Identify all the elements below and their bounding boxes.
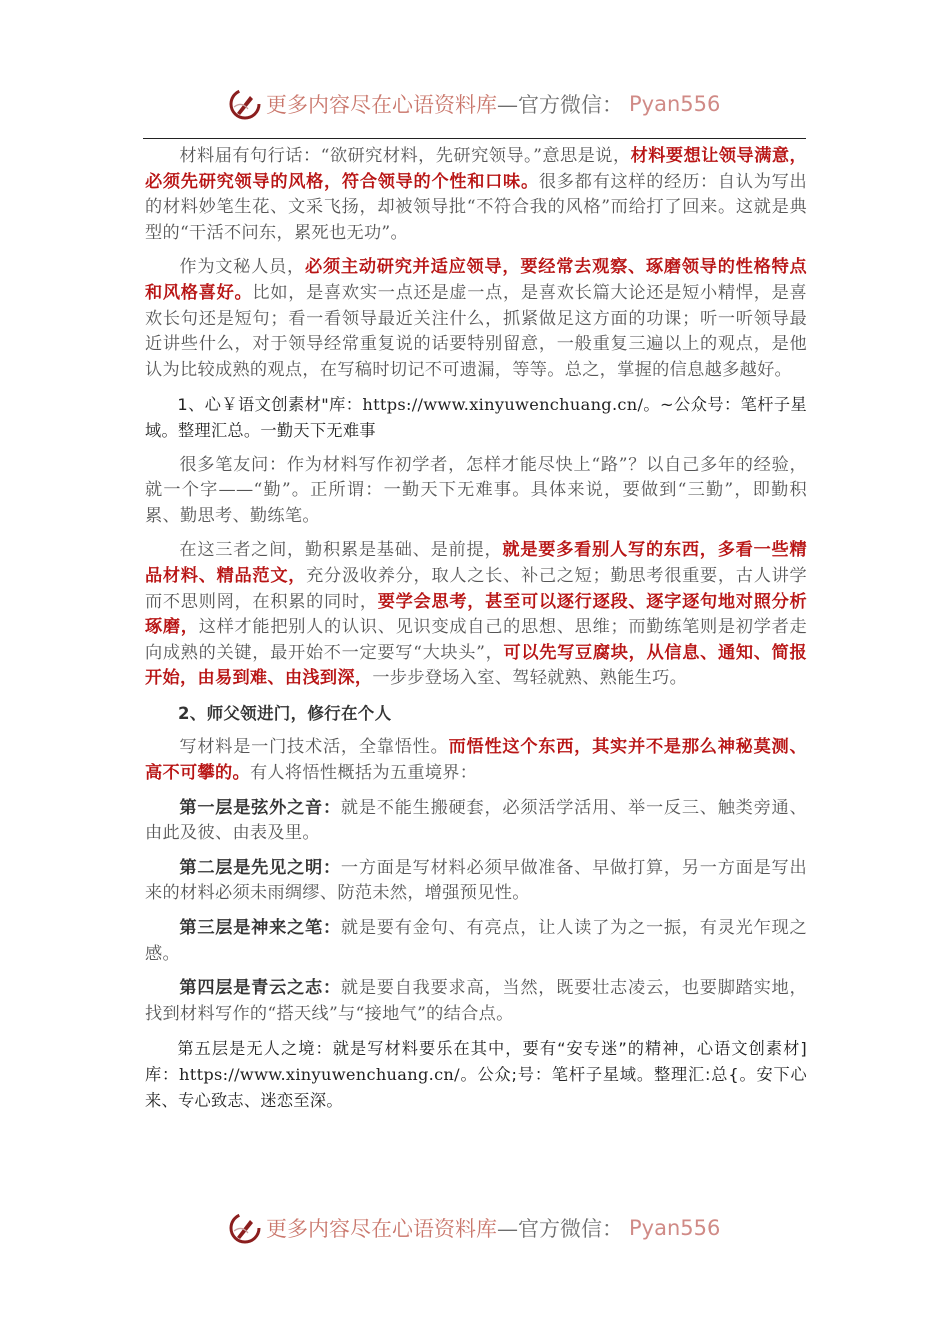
highlight-text: 要学会思考，甚至可以逐行逐段、逐字逐句地对照分析琢磨， <box>145 591 808 638</box>
text: 就是不能生搬硬套，必须活学活用、举一反三、触类旁通、由此及彼、由表及里。 <box>145 797 807 844</box>
highlight-text: 必须主动研究并适应领导，要经常去观察、琢磨领导的性格特点和风格喜好。 <box>145 257 808 303</box>
banner-wechat-label: —官方微信： <box>497 1217 623 1241</box>
text: 作为文秘人员， <box>179 257 306 278</box>
text: 在这三者之间，勤积累是基础、是前提， <box>179 540 503 561</box>
section-heading-2 <box>145 701 807 727</box>
text: 2、师父领进门，修行在个人 <box>178 703 392 723</box>
paragraph <box>145 453 807 530</box>
text: 很多都有这样的经历：自认为写出的材料妙笔生花、文采飞扬，却被领导批“不符合我的风格”而给打了回来。这就是典型的“干活不问东，累死也无功”。 <box>145 171 807 243</box>
level-title: 第一层是弦外之音： <box>179 797 341 818</box>
quill-pen-logo-icon <box>228 87 262 121</box>
level-title: 第二层是先见之明： <box>179 857 341 878</box>
highlight-text: 就是要多看别人写的东西，多看一些精品材料、精品范文， <box>145 540 807 586</box>
text: 比如，是喜欢实一点还是虚一点，是喜欢长篇大论还是短小精悍，是喜欢长句还是短句；看一看领导最近关注什么，抓紧做足这方面的功课；听一听领导最近讲些什么，对于领导经常重复说的话要特别留意，一般重复三遍以上的观点，是他认为比较成熟的观点，在写稿时切记不可遗漏，等等。总之，掌握的信息越多越好。 <box>145 282 807 380</box>
level-title: 第四层是青云之志： <box>179 978 341 999</box>
highlight-text: 材料要想让领导满意，必须先研究领导的风格，符合领导的个性和口味。 <box>145 146 807 192</box>
footer-banner <box>228 1208 720 1248</box>
text: 一方面是写材料必须早做准备、早做打算，另一方面是写出来的材料必须未雨绸缪、防范未然，增强预见性。 <box>145 857 807 904</box>
section-heading-1 <box>145 392 807 443</box>
paragraph <box>145 976 807 1027</box>
quill-pen-logo-icon <box>228 1211 262 1245</box>
highlight-text: 而悟性这个东西，其实并不是那么神秘莫测、高不可攀的。 <box>145 737 807 784</box>
level-title: 第三层是神来之笔： <box>179 918 341 939</box>
banner-wechat-id: Pyan556 <box>629 92 721 116</box>
header-banner <box>228 84 720 124</box>
paragraph <box>145 1036 807 1113</box>
paragraph <box>145 735 807 786</box>
text: 1、心￥语文创素材"库： <box>177 395 363 415</box>
paragraph <box>145 916 807 967</box>
banner-site-name: 更多内容尽在心语资料库 <box>266 93 497 117</box>
paragraph <box>145 856 807 907</box>
text: 写材料是一门技术活，全靠悟性。 <box>179 737 449 758</box>
text: 。公众;号：笔杆子星域。整理汇:总{。安下心来、专心致志、迷恋至深。 <box>145 1065 807 1110</box>
text: 材料届有句行话：“欲研究材料，先研究领导。”意思是说， <box>179 146 631 166</box>
text: 。~公众号：笔杆子星域。整理汇总。一勤天下无难事 <box>145 395 807 440</box>
text: 这样才能把别人的认识、见识变成自己的思想、思维；而勤练笔则是初学者走向成熟的关键，最开始不一定要写“大块头”， <box>145 617 808 663</box>
paragraph <box>145 144 807 246</box>
text: 充分汲收养分，取人之长、补己之短；勤思考很重要，古人讲学而不思则罔，在积累的同时， <box>145 565 808 612</box>
text: 一步步登场入室、驾轻就熟、熟能生巧。 <box>372 668 688 689</box>
paragraph <box>145 796 807 847</box>
paragraph <box>145 538 807 692</box>
text: 第五层是无人之境：就是写材料要乐在其中，要有“安专迷”的精神，心语文创素材]库： <box>145 1039 807 1084</box>
banner-wechat-id: Pyan556 <box>629 1216 721 1240</box>
header-rule <box>143 138 806 139</box>
text: 很多笔友问：作为材料写作初学者，怎样才能尽快上“路”？以自己多年的经验，就一个字——“勤”。正所谓：一勤天下无难事。具体来说，要做到“三勤”，即勤积累、勤思考、勤练笔。 <box>145 454 807 526</box>
url-link[interactable]: https://www.xinyuwenchuang.cn/ <box>362 395 644 415</box>
highlight-text: 可以先写豆腐块，从信息、通知、简报开始，由易到难、由浅到深， <box>145 642 807 689</box>
text: 有人将悟性概括为五重境界： <box>249 763 478 784</box>
banner-site-name: 更多内容尽在心语资料库 <box>266 1217 497 1241</box>
text: 就是要自我要求高，当然，既要壮志凌云，也要脚踏实地，找到材料写作的“搭天线”与“接地气”的结合点。 <box>145 978 807 1024</box>
document-body <box>145 144 807 1122</box>
text: 就是要有金句、有亮点，让人读了为之一振，有灵光乍现之感。 <box>145 918 807 964</box>
paragraph <box>145 255 807 383</box>
banner-wechat-label: —官方微信： <box>497 93 623 117</box>
url-link[interactable]: https://www.xinyuwenchuang.cn/ <box>179 1065 460 1084</box>
